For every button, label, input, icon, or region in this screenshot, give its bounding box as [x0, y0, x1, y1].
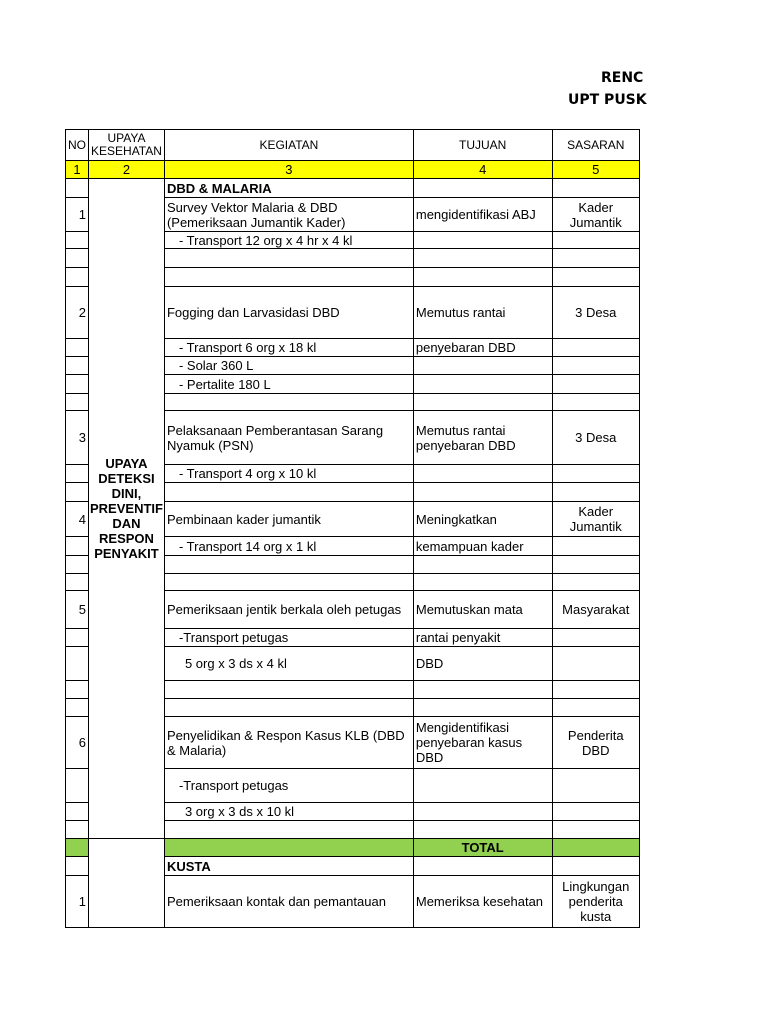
row-no — [66, 681, 89, 699]
row-sasaran — [552, 574, 640, 591]
column-number-row — [66, 161, 640, 179]
row-no — [66, 857, 89, 876]
row-sasaran: 3 Desa — [552, 411, 640, 465]
row-sasaran — [552, 647, 640, 681]
row-tujuan — [413, 821, 552, 839]
row-no — [66, 537, 89, 556]
plan-table — [65, 129, 640, 928]
row-no — [66, 629, 89, 647]
row-tujuan — [413, 232, 552, 249]
row-kegiatan — [164, 681, 413, 699]
row-sasaran — [552, 249, 640, 268]
row-kegiatan: - Solar 360 L — [164, 357, 413, 375]
row-sasaran — [552, 821, 640, 839]
row-no: 5 — [66, 591, 89, 629]
row-no — [66, 647, 89, 681]
table-row — [66, 876, 640, 928]
row-kegiatan: Fogging dan Larvasidasi DBD — [164, 287, 413, 339]
row-tujuan — [413, 769, 552, 803]
row-tujuan: mengidentifikasi ABJ — [413, 198, 552, 232]
row-tujuan — [413, 681, 552, 699]
row-kegiatan: - Transport 4 org x 10 kl — [164, 465, 413, 483]
row-kegiatan — [164, 556, 413, 574]
row-tujuan — [413, 179, 552, 198]
row-no: 3 — [66, 411, 89, 465]
row-no: 1 — [66, 198, 89, 232]
row-kegiatan — [164, 394, 413, 411]
row-sasaran — [552, 179, 640, 198]
row-tujuan: kemampuan kader — [413, 537, 552, 556]
row-sasaran — [552, 803, 640, 821]
row-kegiatan: - Transport 12 org x 4 hr x 4 kl — [164, 232, 413, 249]
row-tujuan: Mengidentifikasi penyebaran kasus DBD — [413, 717, 552, 769]
total-label: TOTAL — [413, 839, 552, 857]
header-kegiatan: KEGIATAN — [164, 130, 413, 161]
row-no — [66, 821, 89, 839]
row-no — [66, 556, 89, 574]
row-no: 6 — [66, 717, 89, 769]
row-no — [66, 232, 89, 249]
row-no: 1 — [66, 876, 89, 928]
header-no: NO — [66, 130, 89, 161]
row-kegiatan — [164, 249, 413, 268]
row-kegiatan: Survey Vektor Malaria & DBD (Pemeriksaan Jumantik Kader) — [164, 198, 413, 232]
row-no: 4 — [66, 502, 89, 537]
row-sasaran: Masyarakat — [552, 591, 640, 629]
row-kegiatan: -Transport petugas — [164, 629, 413, 647]
row-kegiatan: Penyelidikan & Respon Kasus KLB (DBD & Malaria) — [164, 717, 413, 769]
row-no — [66, 574, 89, 591]
row-kegiatan: - Transport 6 org x 18 kl — [164, 339, 413, 357]
row-kegiatan: -Transport petugas — [164, 769, 413, 803]
row-kegiatan: DBD & MALARIA — [164, 179, 413, 198]
document-title-line1: RENC — [601, 70, 644, 86]
row-sasaran: Penderita DBD — [552, 717, 640, 769]
row-kegiatan — [164, 821, 413, 839]
row-sasaran — [552, 232, 640, 249]
section-label-kusta: KUSTA — [164, 857, 413, 876]
row-sasaran — [552, 465, 640, 483]
row-no — [66, 179, 89, 198]
row-sasaran: Lingkungan penderita kusta — [552, 876, 640, 928]
row-kegiatan: - Pertalite 180 L — [164, 375, 413, 394]
row-no — [66, 339, 89, 357]
row-sasaran — [552, 681, 640, 699]
row-no: 2 — [66, 287, 89, 339]
row-tujuan: penyebaran DBD — [413, 339, 552, 357]
row-tujuan — [413, 857, 552, 876]
row-kegiatan — [164, 574, 413, 591]
total-kegiatan — [164, 839, 413, 857]
section-row-kusta — [66, 857, 640, 876]
total-row — [66, 839, 640, 857]
header-tujuan: TUJUAN — [413, 130, 552, 161]
row-tujuan — [413, 483, 552, 502]
row-kegiatan: Pelaksanaan Pemberantasan Sarang Nyamuk (PSN) — [164, 411, 413, 465]
upaya-gap — [89, 857, 165, 876]
row-tujuan: Meningkatkan — [413, 502, 552, 537]
total-sasaran — [552, 839, 640, 857]
row-sasaran — [552, 699, 640, 717]
colnum-3: 3 — [164, 161, 413, 179]
row-sasaran — [552, 769, 640, 803]
row-tujuan: Memeriksa kesehatan — [413, 876, 552, 928]
upaya-gap — [89, 876, 165, 928]
row-sasaran: Kader Jumantik — [552, 198, 640, 232]
table-row — [66, 179, 640, 198]
row-kegiatan: Pembinaan kader jumantik — [164, 502, 413, 537]
row-no — [66, 483, 89, 502]
total-no — [66, 839, 89, 857]
upaya-kesehatan-label: UPAYA DETEKSI DINI, PREVENTIF DAN RESPON PENYAKIT — [89, 179, 165, 839]
header-sasaran: SASARAN — [552, 130, 640, 161]
row-sasaran — [552, 483, 640, 502]
row-tujuan: DBD — [413, 647, 552, 681]
row-no — [66, 769, 89, 803]
row-sasaran — [552, 339, 640, 357]
row-tujuan — [413, 357, 552, 375]
row-tujuan — [413, 268, 552, 287]
row-sasaran: 3 Desa — [552, 287, 640, 339]
total-gap — [89, 839, 165, 857]
row-sasaran — [552, 268, 640, 287]
row-sasaran — [552, 556, 640, 574]
row-kegiatan: 3 org x 3 ds x 10 kl — [164, 803, 413, 821]
row-tujuan: Memutuskan mata — [413, 591, 552, 629]
row-sasaran: Kader Jumantik — [552, 502, 640, 537]
row-no — [66, 803, 89, 821]
row-tujuan: Memutus rantai — [413, 287, 552, 339]
row-kegiatan: Pemeriksaan jentik berkala oleh petugas — [164, 591, 413, 629]
row-sasaran — [552, 629, 640, 647]
row-tujuan — [413, 375, 552, 394]
colnum-5: 5 — [552, 161, 640, 179]
colnum-2: 2 — [89, 161, 165, 179]
row-tujuan: Memutus rantai penyebaran DBD — [413, 411, 552, 465]
row-no — [66, 268, 89, 287]
row-no — [66, 465, 89, 483]
row-kegiatan — [164, 699, 413, 717]
row-no — [66, 249, 89, 268]
row-kegiatan — [164, 483, 413, 502]
row-sasaran — [552, 857, 640, 876]
row-no — [66, 357, 89, 375]
row-tujuan — [413, 556, 552, 574]
row-sasaran — [552, 375, 640, 394]
row-tujuan — [413, 574, 552, 591]
colnum-4: 4 — [413, 161, 552, 179]
row-kegiatan: 5 org x 3 ds x 4 kl — [164, 647, 413, 681]
row-tujuan — [413, 803, 552, 821]
document-title-line2: UPT PUSK — [568, 92, 647, 108]
row-tujuan — [413, 699, 552, 717]
row-kegiatan — [164, 268, 413, 287]
row-sasaran — [552, 537, 640, 556]
row-no — [66, 699, 89, 717]
row-tujuan — [413, 465, 552, 483]
row-tujuan — [413, 394, 552, 411]
row-tujuan — [413, 249, 552, 268]
row-sasaran — [552, 357, 640, 375]
row-sasaran — [552, 394, 640, 411]
row-kegiatan: - Transport 14 org x 1 kl — [164, 537, 413, 556]
colnum-1: 1 — [66, 161, 89, 179]
row-no — [66, 375, 89, 394]
row-tujuan: rantai penyakit — [413, 629, 552, 647]
header-row — [66, 130, 640, 161]
header-upaya: UPAYA KESEHATAN — [89, 130, 165, 161]
row-no — [66, 394, 89, 411]
row-kegiatan: Pemeriksaan kontak dan pemantauan — [164, 876, 413, 928]
